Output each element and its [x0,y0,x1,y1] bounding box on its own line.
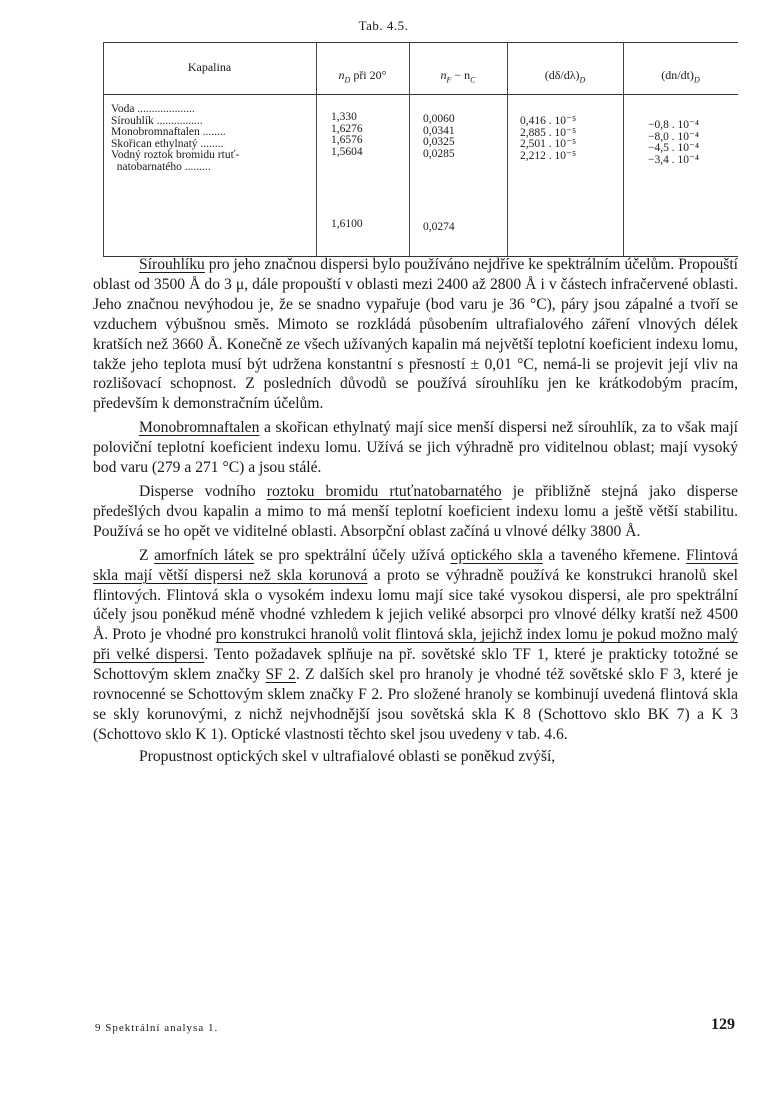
angular-dispersion-value: 2,212 . 10⁻⁵ [520,149,577,162]
dispersion-value: 0,0341 [423,124,455,137]
footer-signature: 9 Spektrální analysa 1. [95,1022,219,1034]
dispersion-value: 0,0285 [423,147,455,160]
nd-value: 1,6276 [331,122,363,135]
thermal-coefficient-value: −8,0 . 10⁻⁴ [648,130,700,143]
angular-dispersion-value: 0,416 . 10⁻⁵ [520,115,577,127]
paragraph-carbon-disulfide: Sírouhlíku pro jeho značnou dispersi bylo používáno nejdříve ke spektrálním účelům. Propouští oblast od 3500 Å do 3 μ, dále propouští v oblasti mezi 2400 až 2800 Å i v částech infračervené oblasti. Jeho značnou nevýhodou je, že se snadno vypařuje (bod varu je 36 °C), páry jsou zápalné a tvoří se vzduchem výbušnou směs. Mimoto se rozkládá působením ultrafialového záření vlnových délek kratších než 3660 Å. Konečně ze všech užívaných kapalin má největší teplotní koeficient indexu lomu, takže jeho teplota musí být udržena konstantní s přesností ± 0,01 °C, nemá-li se projevit její vliv na rozlišovací schopnost. Z posledních důvodů se používá sírouhlíku jen ke krátkodobým pracím, především k demonstračním účelům. [93,256,738,413]
header-liquid: Kapalina [187,60,232,74]
underlined-term: roztoku bromidu rtuťnatobarnatého [266,482,502,500]
paragraph-monobromonaphthalene: Monobromnaftalen a skořican ethylnatý mají sice menší dispersi než sírouhlík, za to však mají poloviční teplotní koeficient indexu lomu. Užívá se jich výhradně pro viditelnou oblast; mají vysoký bod varu (279 a 271 °C) a jsou stálé. [93,419,738,477]
liquid-names-column [111,104,311,173]
dispersion-column [423,114,455,160]
paragraph-optical-glass: Z amorfních látek se pro spektrální účely užívá optického skla a taveného křemene. Flintová skla mají větší dispersi než skla korunová a proto se výhradně používá ke konstrukci hranolů skel flintových. Flintová skla o vysokém indexu lomu mají sice také vysokou dispersi, ale pro spektrální účely jsou poněkud méně vhodné vzhledem k jejich veliké absorpci pro vlnové délky kratší než 4500 Å. Proto je vhodné pro konstrukci hranolů volit flintová skla, jejichž index lomu je pokud možno malý při velké dispersi. Tento požadavek splňuje na př. sovětské sklo TF 1, které je prakticky totožné se Schottovým sklem značky SF 2. Z dalších skel pro hranoly je vhodné též sovětské sklo F 3, které je rovnocenné se Schottovým sklem značky F 2. Pro složené hranoly se kombinují uvedená flintová skla se skly korunovými, z nichž nejvhodnější jsou sovětská skla K 8 (Schottovo sklo BK 7) a K 3 (Schottovo sklo K 1). Optické vlastnosti těchto skel jsou uvedeny v tab. 4.6. [93,546,738,743]
dispersion-value: 0,0274 [423,221,455,233]
nd-value: 1,330 [331,111,357,123]
table-caption: Tab. 4.5. [358,18,409,33]
properties-table [103,42,738,257]
thermal-coefficient-value: −3,4 . 10⁻⁴ [648,153,700,166]
underlined-term: Sírouhlíku [139,256,205,273]
header-thermal-coefficient: $(dn/dt)_D$ [661,68,700,85]
nd-value: 1,6100 [331,218,363,230]
underlined-phrase: Flintová skla mají větší dispersi než skla korunová [93,546,738,584]
dispersion-value: 0,0060 [423,113,455,125]
header-dispersion: $n_F - n_C$ [440,68,476,85]
nd-value: 1,5604 [331,145,363,158]
liquid-name: Skořican ethylnatý ........ [111,137,224,150]
header-angular-dispersion: $(d\delta/d\lambda)_D$ [544,68,586,85]
header-refractive-index: $n_D$ při 20° [338,68,387,85]
underlined-term: amorfních látek [154,546,255,564]
underlined-phrase: pro konstrukci hranolů volit flintová skla, jejichž index lomu je pokud možno malý při velké dispersi [93,626,738,664]
thermal-coefficient-value: −0,8 . 10⁻⁴ [648,119,700,131]
body-text [93,255,738,767]
thermal-coefficient-column [648,120,699,166]
angular-dispersion-value: 2,885 . 10⁻⁵ [520,126,577,139]
paragraph-mercury-barium-bromide: Disperse vodního roztoku bromidu rtuťnatobarnatého je přibližně stejná jako disperse předešlých dvou kapalin a mimo to má menší teplotní koeficient indexu lomu a ještě větší stabilitu. Používá se ho opět ve viditelné oblasti. Absorpční oblast začíná u vlnové délky 3800 Å. [93,482,738,540]
table-header-rule [103,94,738,95]
liquid-name: Vodný roztok bromidu rtuť- [111,149,240,161]
underlined-term: Monobromnaftalen [139,419,260,437]
paragraph-uv-transmission: Propustnost optických skel v ultrafialové oblasti se poněkud zvýší, [139,747,556,765]
page-number: 129 [711,1016,735,1033]
dispersion-value: 0,0325 [423,136,455,148]
thermal-coefficient-value: −4,5 . 10⁻⁴ [648,142,700,154]
liquid-name: Sírouhlík ................ [111,114,203,127]
underlined-term: optického skla [450,546,543,564]
table-top-rule [103,42,738,43]
liquid-name: Voda .................... [111,103,195,115]
nd-column [331,112,363,158]
liquid-name: Monobromnaftalen ........ [111,126,226,138]
angular-dispersion-column [520,116,576,162]
angular-dispersion-value: 2,501 . 10⁻⁵ [520,138,577,150]
underlined-term: SF 2 [265,666,296,684]
liquid-name: natobarnatého ......... [111,160,211,173]
nd-value: 1,6576 [331,134,363,146]
